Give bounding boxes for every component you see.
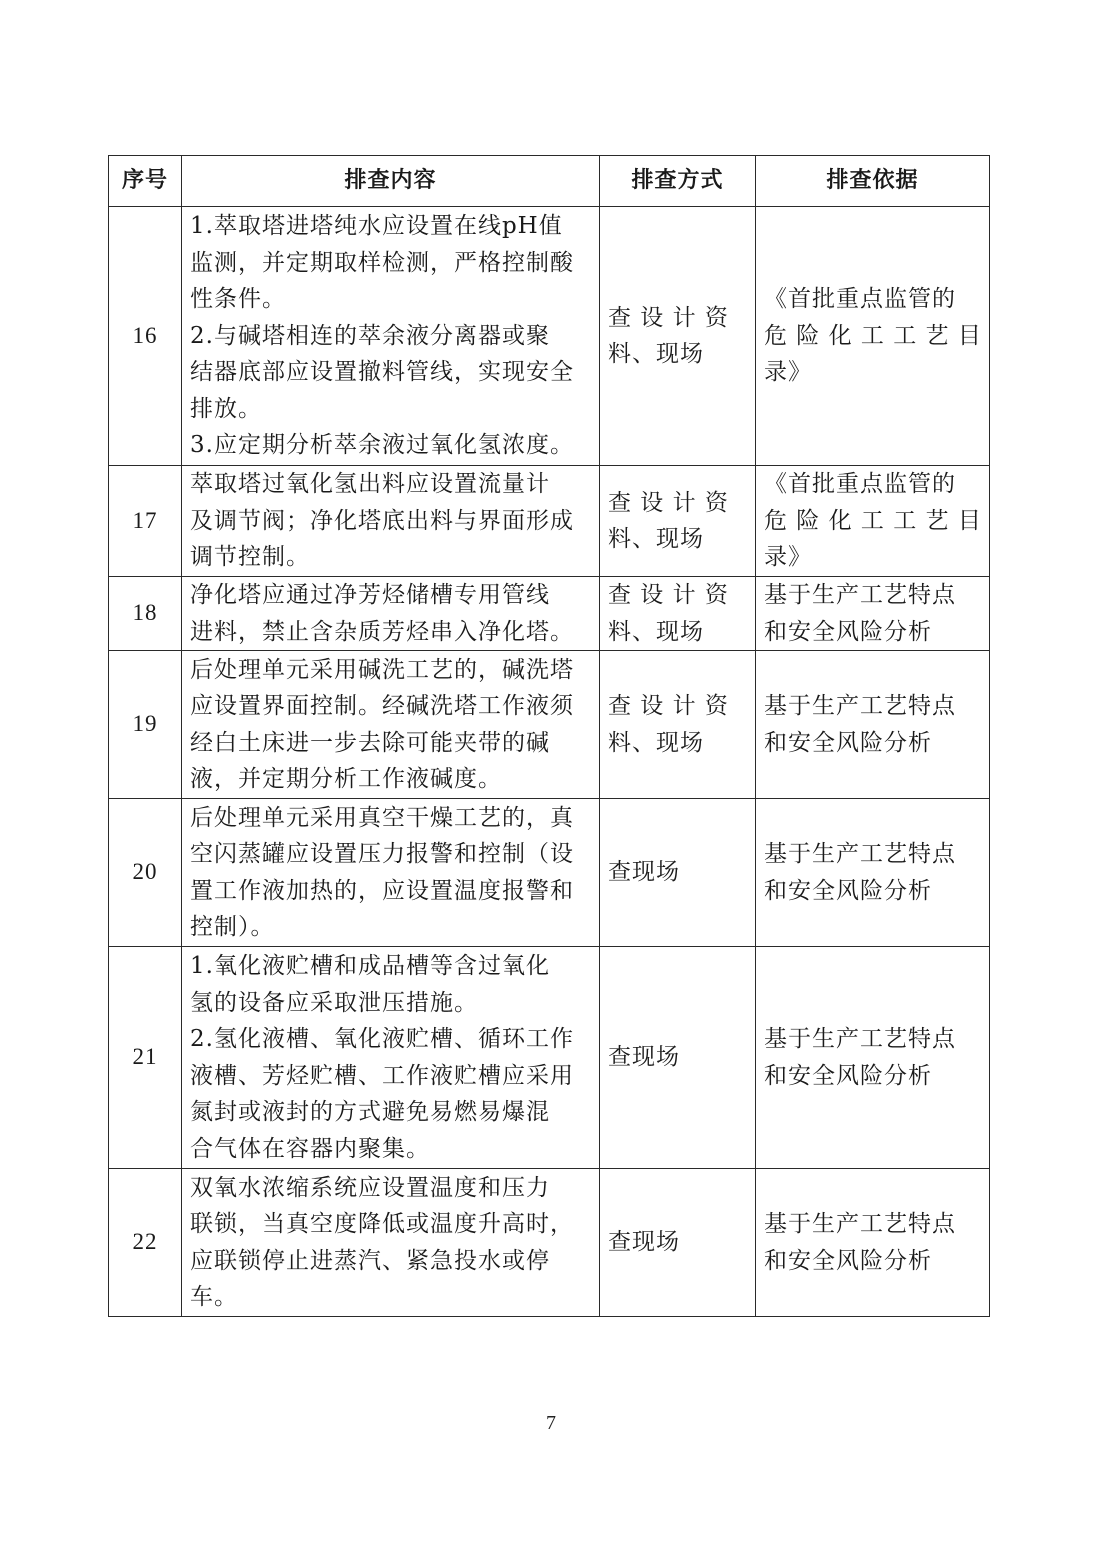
table-header-row xyxy=(109,156,990,207)
row-method-line: 料、现场 xyxy=(608,618,704,645)
row-basis-line: 和安全风险分析 xyxy=(764,1062,932,1089)
row-number: 18 xyxy=(109,577,182,651)
row-number: 16 xyxy=(109,207,182,466)
row-basis xyxy=(756,947,990,1169)
row-basis-line: 录》 xyxy=(764,544,812,571)
row-method xyxy=(600,651,756,799)
row-basis-line: 和安全风险分析 xyxy=(764,729,932,756)
row-content-line: 应设置界面控制。经碱洗塔工作液须 xyxy=(190,693,574,719)
row-basis xyxy=(756,577,990,651)
table-row xyxy=(109,947,990,1169)
row-method-line: 查 设 计 资 xyxy=(608,489,729,516)
row-content-line: 置工作液加热的，应设置温度报警和 xyxy=(190,877,574,904)
row-content-line: 进料，禁止含杂质芳烃串入净化塔。 xyxy=(190,618,574,645)
row-method-line: 查现场 xyxy=(608,1229,680,1256)
row-content-line: 双氧水浓缩系统应设置温度和压力 xyxy=(190,1174,550,1201)
row-content-line: 氮封或液封的方式避免易燃易爆混 xyxy=(190,1099,550,1125)
row-content xyxy=(182,207,600,466)
header-no: 序号 xyxy=(109,156,182,207)
row-basis xyxy=(756,799,990,947)
row-content-line: 液，并定期分析工作液碱度。 xyxy=(190,766,502,792)
row-basis xyxy=(756,207,990,466)
row-basis xyxy=(756,466,990,577)
row-content-line: 净化塔应通过净芳烃储槽专用管线 xyxy=(190,582,550,608)
row-basis-line: 《首批重点监管的 xyxy=(764,286,956,313)
row-basis-line: 基于生产工艺特点 xyxy=(764,1211,956,1237)
row-method xyxy=(600,799,756,947)
row-content xyxy=(182,947,600,1169)
row-content-line: 萃取塔过氧化氢出料应设置流量计 xyxy=(190,471,550,498)
row-method-line: 查现场 xyxy=(608,1044,680,1071)
row-content-line: 空闪蒸罐应设置压力报警和控制（设 xyxy=(190,841,574,867)
row-content xyxy=(182,1169,600,1317)
row-method xyxy=(600,577,756,651)
row-content-line: 1.萃取塔进塔纯水应设置在线pH值 xyxy=(190,213,563,240)
row-basis-line: 危 险 化 工 工 艺 目 xyxy=(764,322,982,349)
header-content: 排查内容 xyxy=(182,156,600,207)
table-row xyxy=(109,799,990,947)
row-method-line: 查 设 计 资 xyxy=(608,304,729,331)
row-method-line: 料、现场 xyxy=(608,729,704,756)
row-content-line: 3.应定期分析萃余液过氧化氢浓度。 xyxy=(190,432,574,459)
row-content-line: 1.氧化液贮槽和成品槽等含过氧化 xyxy=(190,953,550,979)
row-content-line: 氢的设备应采取泄压措施。 xyxy=(190,989,478,1016)
table-body xyxy=(109,207,990,1317)
row-basis-line: 危 险 化 工 工 艺 目 xyxy=(764,507,982,534)
row-content-line: 应联锁停止进蒸汽、紧急投水或停 xyxy=(190,1247,550,1274)
row-basis-line: 基于生产工艺特点 xyxy=(764,582,956,608)
row-content-line: 经白土床进一步去除可能夹带的碱 xyxy=(190,729,550,756)
row-number: 21 xyxy=(109,947,182,1169)
inspection-table xyxy=(108,155,990,1317)
table-row xyxy=(109,207,990,466)
row-content xyxy=(182,577,600,651)
inspection-table-container xyxy=(108,155,989,1317)
row-content xyxy=(182,651,600,799)
row-content-line: 监测，并定期取样检测，严格控制酸 xyxy=(190,249,574,276)
row-number: 22 xyxy=(109,1169,182,1317)
row-content-line: 及调节阀；净化塔底出料与界面形成 xyxy=(190,507,574,534)
row-method-line: 料、现场 xyxy=(608,526,704,552)
row-basis-line: 《首批重点监管的 xyxy=(764,471,956,498)
row-number: 19 xyxy=(109,651,182,799)
row-content-line: 控制）。 xyxy=(190,914,275,940)
row-basis-line: 基于生产工艺特点 xyxy=(764,1026,956,1052)
row-basis-line: 和安全风险分析 xyxy=(764,877,932,904)
table-row xyxy=(109,1169,990,1317)
row-method xyxy=(600,466,756,577)
row-content-line: 2.与碱塔相连的萃余液分离器或聚 xyxy=(190,322,550,349)
row-content-line: 车。 xyxy=(190,1284,238,1310)
row-content-line: 排放。 xyxy=(190,395,262,422)
row-basis xyxy=(756,651,990,799)
row-content xyxy=(182,799,600,947)
row-method xyxy=(600,947,756,1169)
row-content-line: 结器底部应设置撤料管线，实现安全 xyxy=(190,359,574,386)
row-content-line: 液槽、芳烃贮槽、工作液贮槽应采用 xyxy=(190,1062,574,1089)
row-number: 17 xyxy=(109,466,182,577)
row-content xyxy=(182,466,600,577)
table-row xyxy=(109,577,990,651)
row-content-line: 合气体在容器内聚集。 xyxy=(190,1135,430,1162)
row-content-line: 2.氢化液槽、氧化液贮槽、循环工作 xyxy=(190,1026,574,1052)
row-basis-line: 基于生产工艺特点 xyxy=(764,841,956,867)
row-basis xyxy=(756,1169,990,1317)
row-content-line: 性条件。 xyxy=(190,286,286,313)
header-basis: 排查依据 xyxy=(756,156,990,207)
row-method-line: 查 设 计 资 xyxy=(608,693,729,719)
row-basis-line: 和安全风险分析 xyxy=(764,1247,932,1274)
row-content-line: 后处理单元采用真空干燥工艺的，真 xyxy=(190,804,574,831)
row-method xyxy=(600,1169,756,1317)
row-basis-line: 基于生产工艺特点 xyxy=(764,693,956,719)
row-basis-line: 和安全风险分析 xyxy=(764,618,932,645)
row-method-line: 查现场 xyxy=(608,859,680,886)
row-method xyxy=(600,207,756,466)
row-content-line: 后处理单元采用碱洗工艺的，碱洗塔 xyxy=(190,656,574,683)
row-number: 20 xyxy=(109,799,182,947)
page-number: 7 xyxy=(546,1412,556,1434)
table-row xyxy=(109,651,990,799)
row-basis-line: 录》 xyxy=(764,359,812,386)
row-method-line: 料、现场 xyxy=(608,341,704,367)
header-method: 排查方式 xyxy=(600,156,756,207)
row-content-line: 调节控制。 xyxy=(190,544,310,571)
row-content-line: 联锁，当真空度降低或温度升高时， xyxy=(190,1211,574,1237)
row-method-line: 查 设 计 资 xyxy=(608,582,729,608)
table-row xyxy=(109,466,990,577)
